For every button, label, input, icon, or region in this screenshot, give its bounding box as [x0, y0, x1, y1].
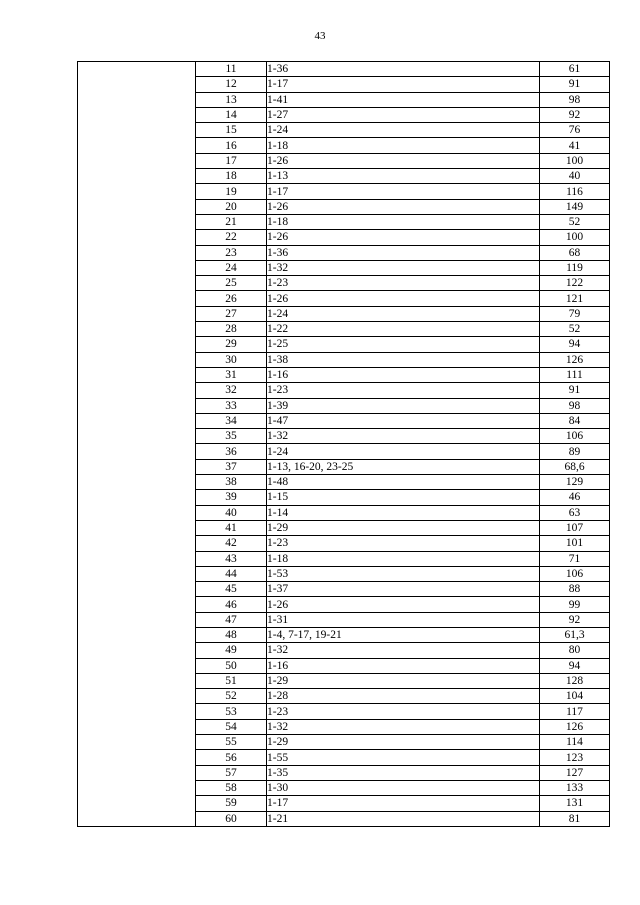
row-value-cell: 106 — [540, 566, 610, 581]
row-range-cell: 1-53 — [267, 566, 540, 581]
row-value-cell: 61,3 — [540, 627, 610, 642]
table-body — [78, 62, 610, 827]
row-value-cell: 111 — [540, 367, 610, 382]
row-value-cell: 133 — [540, 780, 610, 795]
row-number-cell: 30 — [196, 352, 267, 367]
row-value-cell: 104 — [540, 689, 610, 704]
row-range-cell: 1-23 — [267, 704, 540, 719]
row-range-cell: 1-26 — [267, 199, 540, 214]
row-number-cell: 13 — [196, 92, 267, 107]
row-range-cell: 1-21 — [267, 811, 540, 826]
row-value-cell: 98 — [540, 398, 610, 413]
row-range-cell: 1-32 — [267, 643, 540, 658]
row-range-cell: 1-36 — [267, 62, 540, 77]
row-number-cell: 42 — [196, 536, 267, 551]
row-value-cell: 63 — [540, 505, 610, 520]
row-value-cell: 92 — [540, 107, 610, 122]
row-number-cell: 18 — [196, 169, 267, 184]
row-range-cell: 1-26 — [267, 230, 540, 245]
row-number-cell: 41 — [196, 520, 267, 535]
row-value-cell: 101 — [540, 536, 610, 551]
row-value-cell: 129 — [540, 475, 610, 490]
row-value-cell: 71 — [540, 551, 610, 566]
row-value-cell: 89 — [540, 444, 610, 459]
row-number-cell: 36 — [196, 444, 267, 459]
row-range-cell: 1-29 — [267, 735, 540, 750]
row-value-cell: 100 — [540, 153, 610, 168]
row-value-cell: 119 — [540, 260, 610, 275]
row-value-cell: 61 — [540, 62, 610, 77]
row-range-cell: 1-29 — [267, 520, 540, 535]
row-number-cell: 17 — [196, 153, 267, 168]
row-value-cell: 99 — [540, 597, 610, 612]
row-value-cell: 46 — [540, 490, 610, 505]
row-range-cell: 1-26 — [267, 597, 540, 612]
row-range-cell: 1-18 — [267, 138, 540, 153]
row-value-cell: 94 — [540, 337, 610, 352]
row-number-cell: 29 — [196, 337, 267, 352]
data-table — [77, 61, 610, 827]
row-range-cell: 1-16 — [267, 658, 540, 673]
row-number-cell: 33 — [196, 398, 267, 413]
row-value-cell: 40 — [540, 169, 610, 184]
row-range-cell: 1-22 — [267, 322, 540, 337]
row-range-cell: 1-48 — [267, 475, 540, 490]
row-number-cell: 55 — [196, 735, 267, 750]
row-value-cell: 68 — [540, 245, 610, 260]
row-number-cell: 20 — [196, 199, 267, 214]
row-range-cell: 1-4, 7-17, 19-21 — [267, 627, 540, 642]
row-range-cell: 1-14 — [267, 505, 540, 520]
row-range-cell: 1-29 — [267, 673, 540, 688]
row-value-cell: 84 — [540, 413, 610, 428]
row-number-cell: 31 — [196, 367, 267, 382]
row-number-cell: 32 — [196, 383, 267, 398]
row-value-cell: 116 — [540, 184, 610, 199]
row-range-cell: 1-39 — [267, 398, 540, 413]
row-range-cell: 1-32 — [267, 260, 540, 275]
row-range-cell: 1-23 — [267, 383, 540, 398]
row-value-cell: 92 — [540, 612, 610, 627]
row-number-cell: 49 — [196, 643, 267, 658]
row-value-cell: 52 — [540, 322, 610, 337]
row-number-cell: 57 — [196, 765, 267, 780]
row-value-cell: 76 — [540, 123, 610, 138]
row-range-cell: 1-38 — [267, 352, 540, 367]
row-value-cell: 94 — [540, 658, 610, 673]
row-number-cell: 58 — [196, 780, 267, 795]
row-value-cell: 106 — [540, 429, 610, 444]
row-number-cell: 40 — [196, 505, 267, 520]
row-value-cell: 81 — [540, 811, 610, 826]
row-number-cell: 16 — [196, 138, 267, 153]
row-number-cell: 51 — [196, 673, 267, 688]
row-number-cell: 59 — [196, 796, 267, 811]
row-value-cell: 91 — [540, 383, 610, 398]
row-value-cell: 123 — [540, 750, 610, 765]
row-number-cell: 28 — [196, 322, 267, 337]
row-value-cell: 126 — [540, 719, 610, 734]
row-range-cell: 1-55 — [267, 750, 540, 765]
row-value-cell: 80 — [540, 643, 610, 658]
row-value-cell: 126 — [540, 352, 610, 367]
table-row — [78, 62, 610, 77]
row-number-cell: 45 — [196, 582, 267, 597]
row-range-cell: 1-28 — [267, 689, 540, 704]
row-range-cell: 1-24 — [267, 123, 540, 138]
row-range-cell: 1-24 — [267, 306, 540, 321]
row-range-cell: 1-37 — [267, 582, 540, 597]
row-range-cell: 1-35 — [267, 765, 540, 780]
row-value-cell: 127 — [540, 765, 610, 780]
row-value-cell: 107 — [540, 520, 610, 535]
row-number-cell: 14 — [196, 107, 267, 122]
row-number-cell: 60 — [196, 811, 267, 826]
row-range-cell: 1-17 — [267, 184, 540, 199]
row-number-cell: 54 — [196, 719, 267, 734]
row-range-cell: 1-30 — [267, 780, 540, 795]
row-range-cell: 1-18 — [267, 214, 540, 229]
row-value-cell: 100 — [540, 230, 610, 245]
row-number-cell: 24 — [196, 260, 267, 275]
row-range-cell: 1-18 — [267, 551, 540, 566]
page-number: 43 — [314, 30, 326, 42]
row-range-cell: 1-17 — [267, 796, 540, 811]
row-value-cell: 121 — [540, 291, 610, 306]
row-range-cell: 1-15 — [267, 490, 540, 505]
row-range-cell: 1-13, 16-20, 23-25 — [267, 459, 540, 474]
row-number-cell: 21 — [196, 214, 267, 229]
row-value-cell: 149 — [540, 199, 610, 214]
row-value-cell: 41 — [540, 138, 610, 153]
row-value-cell: 68,6 — [540, 459, 610, 474]
row-range-cell: 1-27 — [267, 107, 540, 122]
row-number-cell: 26 — [196, 291, 267, 306]
row-value-cell: 88 — [540, 582, 610, 597]
row-number-cell: 44 — [196, 566, 267, 581]
row-number-cell: 19 — [196, 184, 267, 199]
row-value-cell: 91 — [540, 77, 610, 92]
row-range-cell: 1-25 — [267, 337, 540, 352]
row-value-cell: 114 — [540, 735, 610, 750]
row-number-cell: 34 — [196, 413, 267, 428]
row-number-cell: 52 — [196, 689, 267, 704]
row-range-cell: 1-16 — [267, 367, 540, 382]
row-range-cell: 1-26 — [267, 291, 540, 306]
row-number-cell: 22 — [196, 230, 267, 245]
row-value-cell: 79 — [540, 306, 610, 321]
row-number-cell: 48 — [196, 627, 267, 642]
row-range-cell: 1-41 — [267, 92, 540, 107]
row-value-cell: 122 — [540, 276, 610, 291]
row-range-cell: 1-23 — [267, 276, 540, 291]
row-range-cell: 1-17 — [267, 77, 540, 92]
row-range-cell: 1-26 — [267, 153, 540, 168]
row-number-cell: 56 — [196, 750, 267, 765]
row-number-cell: 47 — [196, 612, 267, 627]
row-number-cell: 53 — [196, 704, 267, 719]
row-range-cell: 1-24 — [267, 444, 540, 459]
blank-merged-cell — [78, 62, 196, 827]
row-number-cell: 39 — [196, 490, 267, 505]
row-number-cell: 27 — [196, 306, 267, 321]
row-number-cell: 12 — [196, 77, 267, 92]
row-number-cell: 25 — [196, 276, 267, 291]
row-number-cell: 23 — [196, 245, 267, 260]
row-range-cell: 1-23 — [267, 536, 540, 551]
row-number-cell: 37 — [196, 459, 267, 474]
row-number-cell: 15 — [196, 123, 267, 138]
row-number-cell: 35 — [196, 429, 267, 444]
row-value-cell: 52 — [540, 214, 610, 229]
row-value-cell: 117 — [540, 704, 610, 719]
row-number-cell: 46 — [196, 597, 267, 612]
row-range-cell: 1-47 — [267, 413, 540, 428]
row-value-cell: 128 — [540, 673, 610, 688]
row-value-cell: 98 — [540, 92, 610, 107]
row-range-cell: 1-13 — [267, 169, 540, 184]
row-number-cell: 50 — [196, 658, 267, 673]
row-value-cell: 131 — [540, 796, 610, 811]
row-range-cell: 1-32 — [267, 429, 540, 444]
row-range-cell: 1-32 — [267, 719, 540, 734]
row-range-cell: 1-31 — [267, 612, 540, 627]
row-number-cell: 11 — [196, 62, 267, 77]
row-number-cell: 43 — [196, 551, 267, 566]
row-range-cell: 1-36 — [267, 245, 540, 260]
row-number-cell: 38 — [196, 475, 267, 490]
